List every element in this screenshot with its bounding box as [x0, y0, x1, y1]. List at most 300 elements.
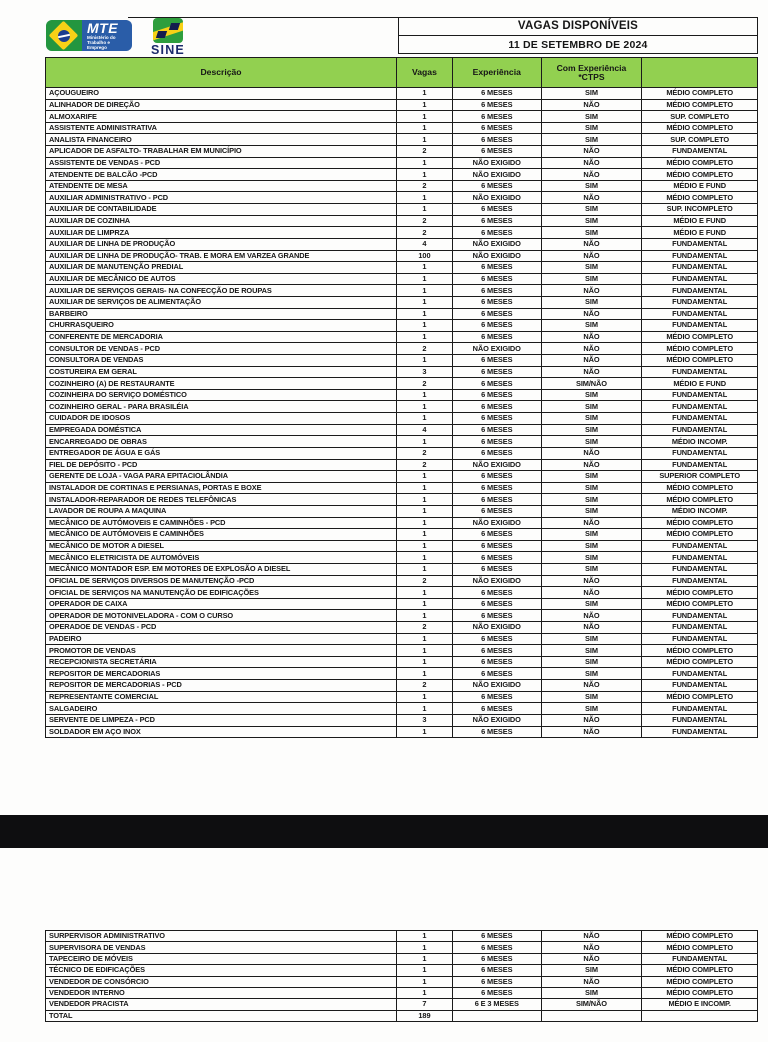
cell-vagas: 1	[397, 436, 453, 447]
cell-experiencia: 6 MESES	[453, 587, 542, 598]
cell-experiencia: 6 MESES	[453, 204, 542, 215]
cell-descricao: AUXILIAR DE MECÂNICO DE AUTOS	[46, 274, 397, 285]
cell-descricao: VENDEDOR INTERNO	[46, 988, 397, 998]
cell-descricao: OFICIAL DE SERVIÇOS DIVERSOS DE MANUTENÇÃO -PCD	[46, 576, 397, 587]
cell-ctps: NÃO	[542, 355, 643, 366]
table-row	[46, 448, 757, 460]
cell-ctps: SIM	[542, 88, 643, 99]
cell-nivel: FUNDAMENTAL	[672, 297, 728, 307]
cell-ctps: NÃO	[542, 931, 643, 941]
cell-descricao: FIEL DE DEPÓSITO - PCD	[46, 460, 397, 471]
cell-nivel: FUNDAMENTAL	[672, 308, 728, 318]
cell-vagas: 1	[397, 123, 453, 134]
sine-label: SINE	[151, 43, 185, 57]
cell-ctps: SIM	[542, 227, 643, 238]
cell-ctps: SIM	[542, 425, 643, 436]
table-row	[46, 988, 757, 999]
table-row	[46, 634, 757, 646]
cell-descricao: SUPERVISORA DE VENDAS	[46, 942, 397, 952]
brazil-flag-icon	[46, 20, 82, 51]
cell-vagas: 1	[397, 977, 453, 987]
cell-nivel	[642, 1011, 757, 1021]
cell-vagas: 1	[397, 88, 453, 99]
table-row	[46, 715, 757, 727]
cell-vagas: 1	[397, 401, 453, 412]
cell-descricao: OFICIAL DE SERVIÇOS NA MANUTENÇÃO DE EDIFICAÇÕES	[46, 587, 397, 598]
cell-descricao: PROMOTOR DE VENDAS	[46, 645, 397, 656]
cell-nivel: MÉDIO COMPLETO	[666, 942, 733, 952]
table-row	[46, 378, 757, 390]
cell-nivel: MÉDIO E FUND	[673, 378, 726, 388]
cell-experiencia: 6 MESES	[453, 134, 542, 145]
cell-ctps: NÃO	[542, 169, 643, 180]
cell-experiencia: 6 MESES	[453, 506, 542, 517]
cell-ctps: SIM	[542, 645, 643, 656]
table-row	[46, 239, 757, 251]
table-row	[46, 332, 757, 344]
cell-nivel: SUP. COMPLETO	[670, 134, 730, 144]
cell-vagas: 1	[397, 727, 453, 738]
sine-logo	[142, 18, 194, 62]
cell-ctps: NÃO	[542, 146, 643, 157]
cell-descricao: ATENDENTE DE MESA	[46, 181, 397, 192]
cell-vagas: 1	[397, 610, 453, 621]
cell-experiencia: 6 MESES	[453, 390, 542, 401]
mte-ministry-line2: Trabalho e Emprego	[87, 39, 110, 50]
cell-descricao: AUXILIAR DE LINHA DE PRODUÇÃO- TRAB. E MORA EM VARZEA GRANDE	[46, 251, 397, 262]
cell-descricao: SURPERVISOR ADMINISTRATIVO	[46, 931, 397, 941]
cell-descricao: ENCARREGADO DE OBRAS	[46, 436, 397, 447]
cell-experiencia: 6 MESES	[453, 355, 542, 366]
cell-vagas: 1	[397, 668, 453, 679]
cell-experiencia: NÃO EXIGIDO	[453, 343, 542, 354]
cell-ctps: NÃO	[542, 977, 643, 987]
cell-vagas: 1	[397, 332, 453, 343]
cell-experiencia: 6 MESES	[453, 285, 542, 296]
cell-vagas: 1	[397, 931, 453, 941]
cell-descricao: MECÂNICO DE MOTOR A DIESEL	[46, 541, 397, 552]
column-header-nivel	[642, 58, 757, 87]
cell-experiencia: 6 MESES	[453, 529, 542, 540]
cell-descricao: COZINHEIRO GERAL - PARA BRASILÉIA	[46, 401, 397, 412]
cell-vagas: 1	[397, 494, 453, 505]
cell-nivel: FUNDAMENTAL	[672, 622, 728, 632]
cell-vagas: 1	[397, 564, 453, 575]
cell-ctps: SIM	[542, 599, 643, 610]
column-header-experiencia: Experiência	[453, 58, 542, 87]
cell-nivel: FUNDAMENTAL	[672, 413, 728, 423]
report-date: 11 DE SETEMBRO DE 2024	[398, 36, 758, 54]
cell-vagas: 2	[397, 216, 453, 227]
cell-vagas: 1	[397, 111, 453, 122]
cell-vagas: 1	[397, 506, 453, 517]
cell-nivel: FUNDAMENTAL	[672, 459, 728, 469]
table-row	[46, 1011, 757, 1022]
cell-nivel: FUNDAMENTAL	[672, 668, 728, 678]
cell-nivel: MÉDIO E FUND	[673, 181, 726, 191]
table-row	[46, 158, 757, 170]
cell-nivel: FUNDAMENTAL	[672, 250, 728, 260]
cell-experiencia: 6 MESES	[453, 988, 542, 998]
sine-flag-icon	[153, 18, 183, 43]
cell-experiencia: 6 MESES	[453, 564, 542, 575]
table-row	[46, 518, 757, 530]
table-row	[46, 483, 757, 495]
table-row	[46, 297, 757, 309]
cell-descricao: COSTUREIRA EM GERAL	[46, 367, 397, 378]
column-header-vagas: Vagas	[397, 58, 453, 87]
table-row	[46, 954, 757, 965]
table-row	[46, 204, 757, 216]
table-row	[46, 965, 757, 976]
cell-vagas: 1	[397, 954, 453, 964]
cell-experiencia: NÃO EXIGIDO	[453, 158, 542, 169]
column-header-descricao: Descrição	[46, 58, 397, 87]
cell-vagas: 1	[397, 703, 453, 714]
cell-vagas: 1	[397, 262, 453, 273]
table-row	[46, 668, 757, 680]
cell-descricao: BARBEIRO	[46, 309, 397, 320]
cell-ctps: SIM	[542, 552, 643, 563]
table-row	[46, 111, 757, 123]
cell-experiencia: 6 MESES	[453, 227, 542, 238]
cell-descricao: SOLDADOR EM AÇO INOX	[46, 727, 397, 738]
cell-ctps: NÃO	[542, 251, 643, 262]
cell-descricao: MECÂNICO DE AUTÓMOVEIS E CAMINHÕES - PCD	[46, 518, 397, 529]
cell-ctps: NÃO	[542, 309, 643, 320]
cell-experiencia: 6 MESES	[453, 471, 542, 482]
cell-experiencia: 6 MESES	[453, 111, 542, 122]
cell-ctps: SIM	[542, 506, 643, 517]
cell-ctps: SIM	[542, 494, 643, 505]
cell-ctps: NÃO	[542, 727, 643, 738]
cell-vagas: 1	[397, 100, 453, 111]
cell-nivel: MÉDIO COMPLETO	[666, 965, 733, 975]
cell-descricao: REPOSITOR DE MERCADORIAS - PCD	[46, 680, 397, 691]
table-row	[46, 587, 757, 599]
cell-descricao: MECÂNICO DE AUTÓMOVEIS E CAMINHÕES	[46, 529, 397, 540]
table-row	[46, 274, 757, 286]
cell-experiencia: 6 MESES	[453, 181, 542, 192]
cell-vagas: 1	[397, 529, 453, 540]
cell-experiencia: 6 MESES	[453, 413, 542, 424]
cell-ctps: SIM	[542, 471, 643, 482]
cell-nivel: MÉDIO COMPLETO	[666, 931, 733, 941]
cell-experiencia: 6 MESES	[453, 332, 542, 343]
cell-vagas: 1	[397, 587, 453, 598]
cell-nivel: MÉDIO COMPLETO	[666, 587, 733, 597]
cell-descricao: CUIDADOR DE IDOSOS	[46, 413, 397, 424]
cell-descricao: AUXILIAR DE SERVIÇOS GERAIS- NA CONFECÇÃO DE ROUPAS	[46, 285, 397, 296]
cell-ctps: SIM	[542, 657, 643, 668]
cell-descricao: AUXILIAR DE LIMPRZA	[46, 227, 397, 238]
cell-vagas: 1	[397, 413, 453, 424]
cell-descricao: PADEIRO	[46, 634, 397, 645]
cell-ctps: SIM/NÃO	[542, 999, 643, 1009]
cell-nivel: MÉDIO COMPLETO	[666, 483, 733, 493]
cell-experiencia: 6 MESES	[453, 727, 542, 738]
table-row	[46, 529, 757, 541]
cell-vagas: 1	[397, 274, 453, 285]
cell-nivel: MÉDIO COMPLETO	[666, 343, 733, 353]
cell-nivel: MÉDIO COMPLETO	[666, 599, 733, 609]
cell-experiencia: 6 MESES	[453, 931, 542, 941]
cell-nivel: SUP. COMPLETO	[670, 111, 730, 121]
table-row	[46, 192, 757, 204]
table-row	[46, 413, 757, 425]
cell-experiencia: NÃO EXIGIDO	[453, 239, 542, 250]
cell-experiencia: NÃO EXIGIDO	[453, 518, 542, 529]
cell-vagas: 1	[397, 390, 453, 401]
cell-vagas: 1	[397, 297, 453, 308]
cell-descricao: REPRESENTANTE COMERCIAL	[46, 692, 397, 703]
cell-experiencia: 6 MESES	[453, 320, 542, 331]
cell-experiencia: 6 MESES	[453, 448, 542, 459]
cell-vagas: 1	[397, 134, 453, 145]
cell-ctps: NÃO	[542, 610, 643, 621]
table-row	[46, 320, 757, 332]
table-row	[46, 355, 757, 367]
cell-experiencia: NÃO EXIGIDO	[453, 169, 542, 180]
table-row	[46, 999, 757, 1010]
cell-descricao: INSTALADOR DE CORTINAS E PERSIANAS, PORTAS E BOXE	[46, 483, 397, 494]
table-row	[46, 471, 757, 483]
cell-experiencia: 6 MESES	[453, 401, 542, 412]
vacancies-table-bottom	[45, 930, 758, 1022]
cell-descricao: ASSISTENTE ADMINISTRATIVA	[46, 123, 397, 134]
cell-nivel: MÉDIO COMPLETO	[666, 691, 733, 701]
cell-vagas: 1	[397, 309, 453, 320]
cell-experiencia: 6 MESES	[453, 494, 542, 505]
cell-vagas: 4	[397, 425, 453, 436]
table-row	[46, 436, 757, 448]
vacancies-table	[45, 88, 758, 738]
cell-descricao: AUXILIAR DE COZINHA	[46, 216, 397, 227]
cell-vagas: 1	[397, 204, 453, 215]
cell-nivel: MÉDIO COMPLETO	[666, 99, 733, 109]
cell-nivel: MÉDIO COMPLETO	[666, 494, 733, 504]
table-row	[46, 494, 757, 506]
cell-experiencia: 6 MESES	[453, 216, 542, 227]
cell-vagas: 1	[397, 285, 453, 296]
cell-nivel: MÉDIO COMPLETO	[666, 529, 733, 539]
table-row	[46, 506, 757, 518]
table-row	[46, 610, 757, 622]
cell-ctps: SIM	[542, 297, 643, 308]
cell-descricao: OPERADOE DE VENDAS - PCD	[46, 622, 397, 633]
cell-descricao: AUXILIAR DE LINHA DE PRODUÇÃO	[46, 239, 397, 250]
cell-nivel: MÉDIO COMPLETO	[666, 988, 733, 998]
cell-descricao: OPERADOR DE MOTONIVELADORA - COM O CURSO	[46, 610, 397, 621]
cell-nivel: MÉDIO E FUND	[673, 216, 726, 225]
cell-ctps: SIM	[542, 390, 643, 401]
cell-vagas: 2	[397, 378, 453, 389]
cell-nivel: FUNDAMENTAL	[672, 633, 728, 643]
cell-vagas: 100	[397, 251, 453, 262]
mte-acronym: MTE	[87, 20, 119, 36]
cell-experiencia: 6 MESES	[453, 942, 542, 952]
cell-experiencia: 6 MESES	[453, 645, 542, 656]
cell-vagas: 189	[397, 1011, 453, 1021]
cell-experiencia: 6 MESES	[453, 378, 542, 389]
cell-experiencia: 6 MESES	[453, 610, 542, 621]
cell-experiencia: 6 MESES	[453, 977, 542, 987]
cell-vagas: 1	[397, 599, 453, 610]
cell-ctps: SIM	[542, 204, 643, 215]
cell-ctps: SIM	[542, 529, 643, 540]
cell-nivel: FUNDAMENTAL	[672, 146, 728, 156]
table-row	[46, 285, 757, 297]
cell-descricao: TAPECEIRO DE MÓVEIS	[46, 954, 397, 964]
cell-vagas: 2	[397, 460, 453, 471]
cell-experiencia: 6 MESES	[453, 436, 542, 447]
cell-nivel: FUNDAMENTAL	[672, 715, 728, 725]
cell-vagas: 1	[397, 518, 453, 529]
table-row	[46, 576, 757, 588]
table-row	[46, 401, 757, 413]
cell-ctps: NÃO	[542, 680, 643, 691]
cell-descricao: CONSULTOR DE VENDAS - PCD	[46, 343, 397, 354]
table-row	[46, 977, 757, 988]
cell-experiencia: 6 MESES	[453, 634, 542, 645]
cell-descricao: EMPREGADA DOMÉSTICA	[46, 425, 397, 436]
cell-ctps: NÃO	[542, 192, 643, 203]
table-row	[46, 425, 757, 437]
cell-experiencia: 6 MESES	[453, 297, 542, 308]
cell-nivel: FUNDAMENTAL	[672, 610, 728, 620]
cell-nivel: MÉDIO COMPLETO	[666, 355, 733, 365]
cell-ctps: SIM	[542, 965, 643, 975]
cell-nivel: FUNDAMENTAL	[672, 285, 728, 295]
cell-experiencia: 6 MESES	[453, 100, 542, 111]
cell-experiencia: NÃO EXIGIDO	[453, 460, 542, 471]
cell-vagas: 2	[397, 576, 453, 587]
cell-descricao: ASSISTENTE DE VENDAS - PCD	[46, 158, 397, 169]
table-row	[46, 227, 757, 239]
cell-ctps: NÃO	[542, 460, 643, 471]
cell-ctps: NÃO	[542, 332, 643, 343]
cell-experiencia: 6 MESES	[453, 425, 542, 436]
cell-descricao: GERENTE DE LOJA - VAGA PARA EPITACIOLÂNDIA	[46, 471, 397, 482]
cell-ctps: NÃO	[542, 100, 643, 111]
cell-vagas: 2	[397, 227, 453, 238]
table-row	[46, 622, 757, 634]
cell-ctps: SIM	[542, 436, 643, 447]
cell-experiencia: 6 MESES	[453, 954, 542, 964]
cell-experiencia: NÃO EXIGIDO	[453, 192, 542, 203]
table-row	[46, 251, 757, 263]
table-row	[46, 146, 757, 158]
table-row	[46, 657, 757, 669]
table-row	[46, 703, 757, 715]
cell-descricao: AUXILIAR DE SERVIÇOS DE ALIMENTAÇÃO	[46, 297, 397, 308]
cell-vagas: 1	[397, 471, 453, 482]
cell-experiencia: 6 MESES	[453, 552, 542, 563]
cell-ctps: SIM	[542, 564, 643, 575]
table-row	[46, 692, 757, 704]
cell-vagas: 7	[397, 999, 453, 1009]
cell-experiencia: NÃO EXIGIDO	[453, 622, 542, 633]
cell-vagas: 1	[397, 320, 453, 331]
cell-nivel: MÉDIO COMPLETO	[666, 88, 733, 98]
cell-descricao: OPERADOR DE CAIXA	[46, 599, 397, 610]
cell-nivel: FUNDAMENTAL	[672, 239, 728, 249]
cell-vagas: 1	[397, 988, 453, 998]
table-row	[46, 216, 757, 228]
cell-vagas: 1	[397, 552, 453, 563]
cell-experiencia: NÃO EXIGIDO	[453, 715, 542, 726]
cell-ctps: NÃO	[542, 343, 643, 354]
cell-descricao: AUXILIAR ADMINISTRATIVO - PCD	[46, 192, 397, 203]
cell-descricao: COZINHEIRO (A) DE RESTAURANTE	[46, 378, 397, 389]
cell-vagas: 1	[397, 169, 453, 180]
cell-ctps: SIM	[542, 483, 643, 494]
cell-nivel: FUNDAMENTAL	[672, 366, 728, 376]
table-row	[46, 262, 757, 274]
cell-ctps: SIM	[542, 274, 643, 285]
cell-descricao: INSTALADOR-REPARADOR DE REDES TELEFÔNICAS	[46, 494, 397, 505]
table-row	[46, 367, 757, 379]
cell-nivel: SUP. INCOMPLETO	[666, 204, 733, 214]
cell-descricao: SALGADEIRO	[46, 703, 397, 714]
cell-ctps: NÃO	[542, 715, 643, 726]
cell-ctps: SIM	[542, 668, 643, 679]
cell-ctps: SIM	[542, 401, 643, 412]
table-row	[46, 564, 757, 576]
cell-nivel: FUNDAMENTAL	[672, 320, 728, 330]
cell-vagas: 2	[397, 343, 453, 354]
cell-nivel: FUNDAMENTAL	[672, 552, 728, 562]
cell-descricao: SERVENTE DE LIMPEZA - PCD	[46, 715, 397, 726]
cell-vagas: 1	[397, 541, 453, 552]
cell-nivel: MÉDIO INCOMP.	[671, 436, 728, 446]
cell-descricao: AUXILIAR DE MANUTENÇÃO PREDIAL	[46, 262, 397, 273]
cell-experiencia: NÃO EXIGIDO	[453, 251, 542, 262]
cell-vagas: 1	[397, 692, 453, 703]
cell-nivel: FUNDAMENTAL	[672, 575, 728, 585]
cell-ctps: NÃO	[542, 942, 643, 952]
cell-descricao: VENDEDOR DE CONSÓRCIO	[46, 977, 397, 987]
cell-vagas: 2	[397, 448, 453, 459]
cell-ctps: SIM	[542, 262, 643, 273]
cell-ctps: NÃO	[542, 158, 643, 169]
cell-vagas: 1	[397, 965, 453, 975]
cell-descricao: RECEPCIONISTA SECRETÁRIA	[46, 657, 397, 668]
cell-vagas: 1	[397, 483, 453, 494]
cell-experiencia: 6 E 3 MESES	[453, 999, 542, 1009]
cell-ctps: NÃO	[542, 285, 643, 296]
cell-vagas: 2	[397, 181, 453, 192]
table-row	[46, 390, 757, 402]
cell-ctps: NÃO	[542, 622, 643, 633]
cell-descricao: APLICADOR DE ASFALTO- TRABALHAR EM MUNICÍPIO	[46, 146, 397, 157]
cell-ctps: NÃO	[542, 239, 643, 250]
cell-vagas: 1	[397, 942, 453, 952]
cell-ctps: SIM	[542, 692, 643, 703]
cell-nivel: MÉDIO COMPLETO	[666, 192, 733, 202]
cell-ctps: SIM	[542, 988, 643, 998]
cell-descricao: TÉCNICO DE EDIFICAÇÕES	[46, 965, 397, 975]
cell-vagas: 2	[397, 146, 453, 157]
cell-experiencia: 6 MESES	[453, 88, 542, 99]
cell-ctps: SIM	[542, 413, 643, 424]
cell-nivel: FUNDAMENTAL	[672, 680, 728, 690]
table-header-row	[45, 57, 758, 88]
table-row	[46, 599, 757, 611]
cell-vagas: 1	[397, 645, 453, 656]
cell-nivel: MÉDIO COMPLETO	[666, 657, 733, 667]
cell-descricao: ANALISTA FINANCEIRO	[46, 134, 397, 145]
